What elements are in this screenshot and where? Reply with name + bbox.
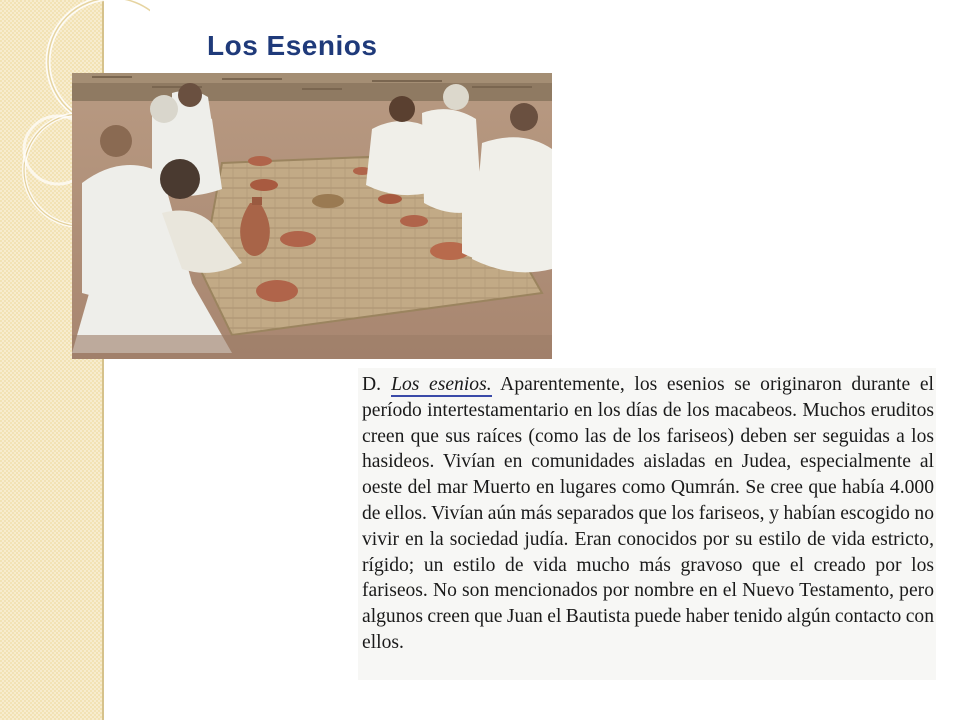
excerpt-body: Aparentemente, los esenios se originaron durante el período intertestamentario en los días de los macabeos. Muchos eruditos creen que sus raíces (como las de los fariseos) deben ser seguidas a los hasideos. Vivían en comunidades aisladas en Judea, especialmente al oeste del mar Muerto en lugares como Qumrán. Se cree que había 4.000 de ellos. Vivían aún más separados que los fariseos, y habían escogido no vivir en la sociedad judía. Eran conocidos por su estilo de vida estricto, rígido; un estilo de vida mucho más gravoso que el creado por los fariseos. No son mencionados por nombre en el Nuevo Testamento, pero algunos creen que Juan el Bautista puede haber tenido algún contacto con ellos. <box>362 374 934 653</box>
excerpt-section-letter: D. <box>362 374 382 395</box>
slide-title: Los Esenios <box>207 30 378 61</box>
essenes-photo <box>72 73 552 359</box>
excerpt-paragraph <box>362 372 934 656</box>
scanned-text-excerpt <box>358 368 936 680</box>
excerpt-heading: Los esenios. <box>391 374 492 395</box>
